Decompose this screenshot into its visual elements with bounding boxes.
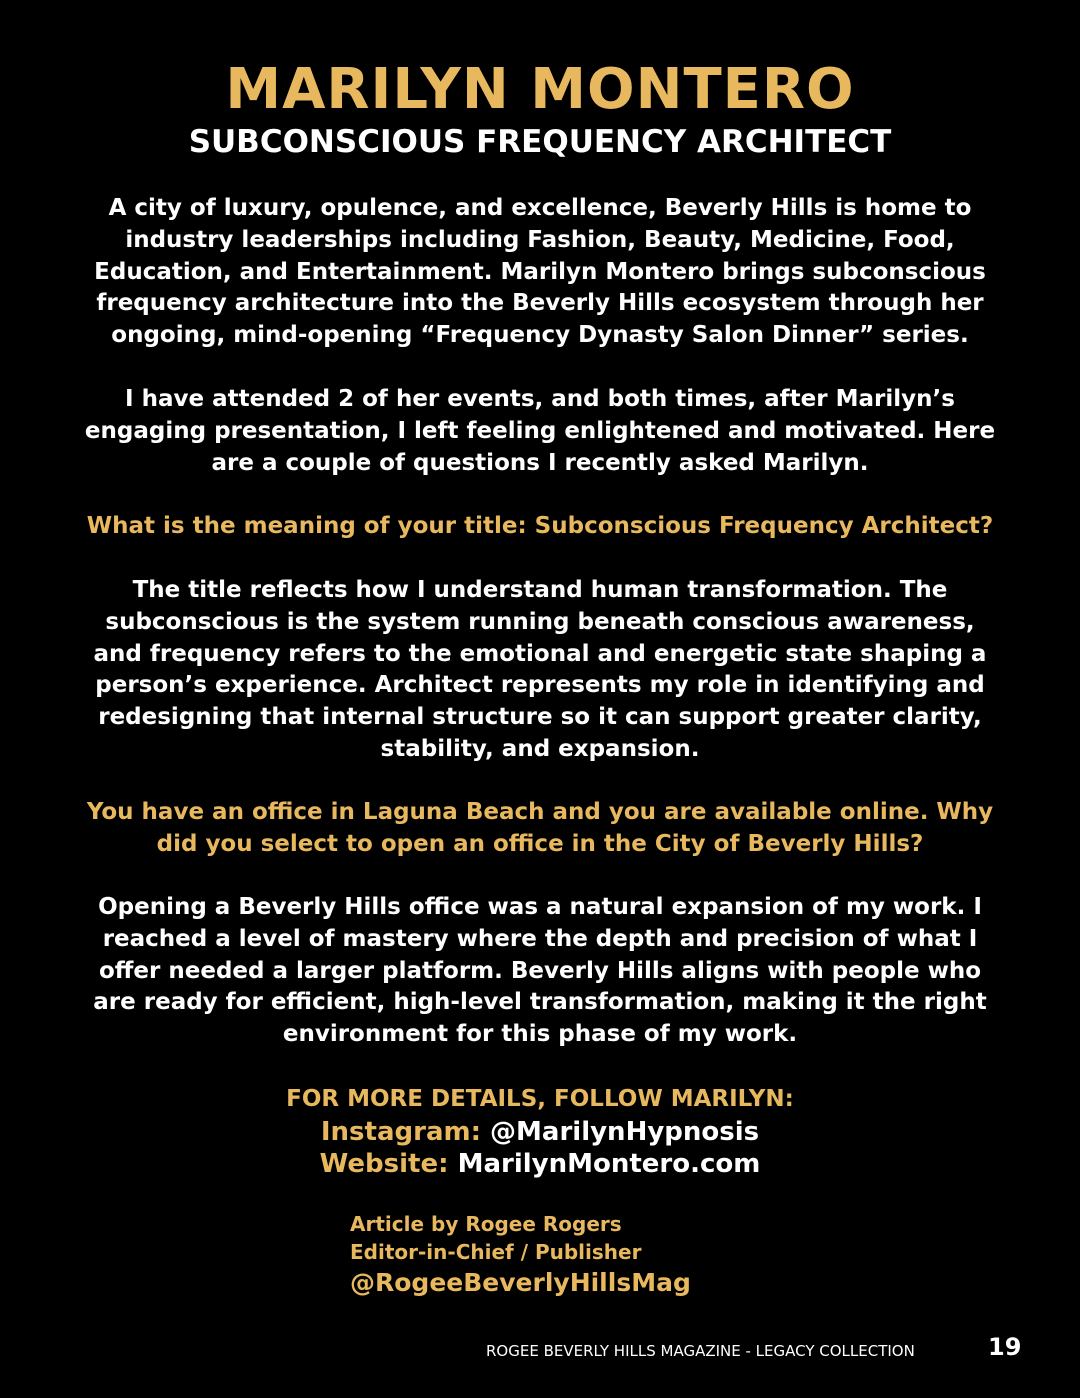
- page-footer: [486, 1332, 1046, 1368]
- byline-handle[interactable]: @RogeeBeverlyHillsMag: [350, 1268, 691, 1297]
- follow-heading: FOR MORE DETAILS, FOLLOW MARILYN:: [286, 1086, 794, 1112]
- question-1: What is the meaning of your title: Subconscious Frequency Architect?: [86, 513, 994, 539]
- byline-role: Editor-in-Chief / Publisher: [350, 1240, 642, 1264]
- instagram-handle[interactable]: @MarilynHypnosis: [490, 1117, 760, 1147]
- byline-author: Article by Rogee Rogers: [350, 1212, 622, 1236]
- instagram-line: [0, 1116, 1080, 1148]
- page-number: 19: [988, 1333, 1022, 1361]
- footer-magazine-name: ROGEE BEVERLY HILLS MAGAZINE - LEGACY COLLECTION: [486, 1342, 915, 1360]
- attendance-paragraph: I have attended 2 of her events, and both times, after Marilyn’s engaging presentation, I left feeling enlightened and motivated. Here are a couple of questions I recently asked Marilyn.: [84, 386, 996, 476]
- byline: [350, 1210, 750, 1300]
- website-label: Website:: [319, 1149, 449, 1179]
- website-line: [0, 1148, 1080, 1180]
- page-subtitle: SUBCONSCIOUS FREQUENCY ARCHITECT: [188, 124, 892, 160]
- page-title: MARILYN MONTERO: [225, 57, 855, 122]
- answer-1: The title reflects how I understand human transformation. The subconscious is the system running beneath conscious awareness, and frequency refers to the emotional and energetic state shaping a person’s experience. Architect represents my role in identifying and redesigning that internal structure so it can support greater clarity, stability, and expansion.: [93, 577, 987, 762]
- intro-paragraph: A city of luxury, opulence, and excellence, Beverly Hills is home to industry leaderships including Fashion, Beauty, Medicine, Food, Education, and Entertainment. Marilyn Montero brings subconscious frequency architecture into the Beverly Hills ecosystem through her ongoing, mind-opening “Frequency Dynasty Salon Dinner” series.: [94, 195, 986, 349]
- question-2: You have an office in Laguna Beach and you are available online. Why did you select to open an office in the City of Beverly Hills?: [86, 799, 994, 857]
- website-link[interactable]: MarilynMontero.com: [457, 1149, 761, 1179]
- instagram-label: Instagram:: [320, 1117, 481, 1147]
- answer-2: Opening a Beverly Hills office was a natural expansion of my work. I reached a level of mastery where the depth and precision of what I offer needed a larger platform. Beverly Hills aligns with people who are ready for efficient, high-level transformation, making it the right environment for this phase of my work.: [93, 894, 987, 1048]
